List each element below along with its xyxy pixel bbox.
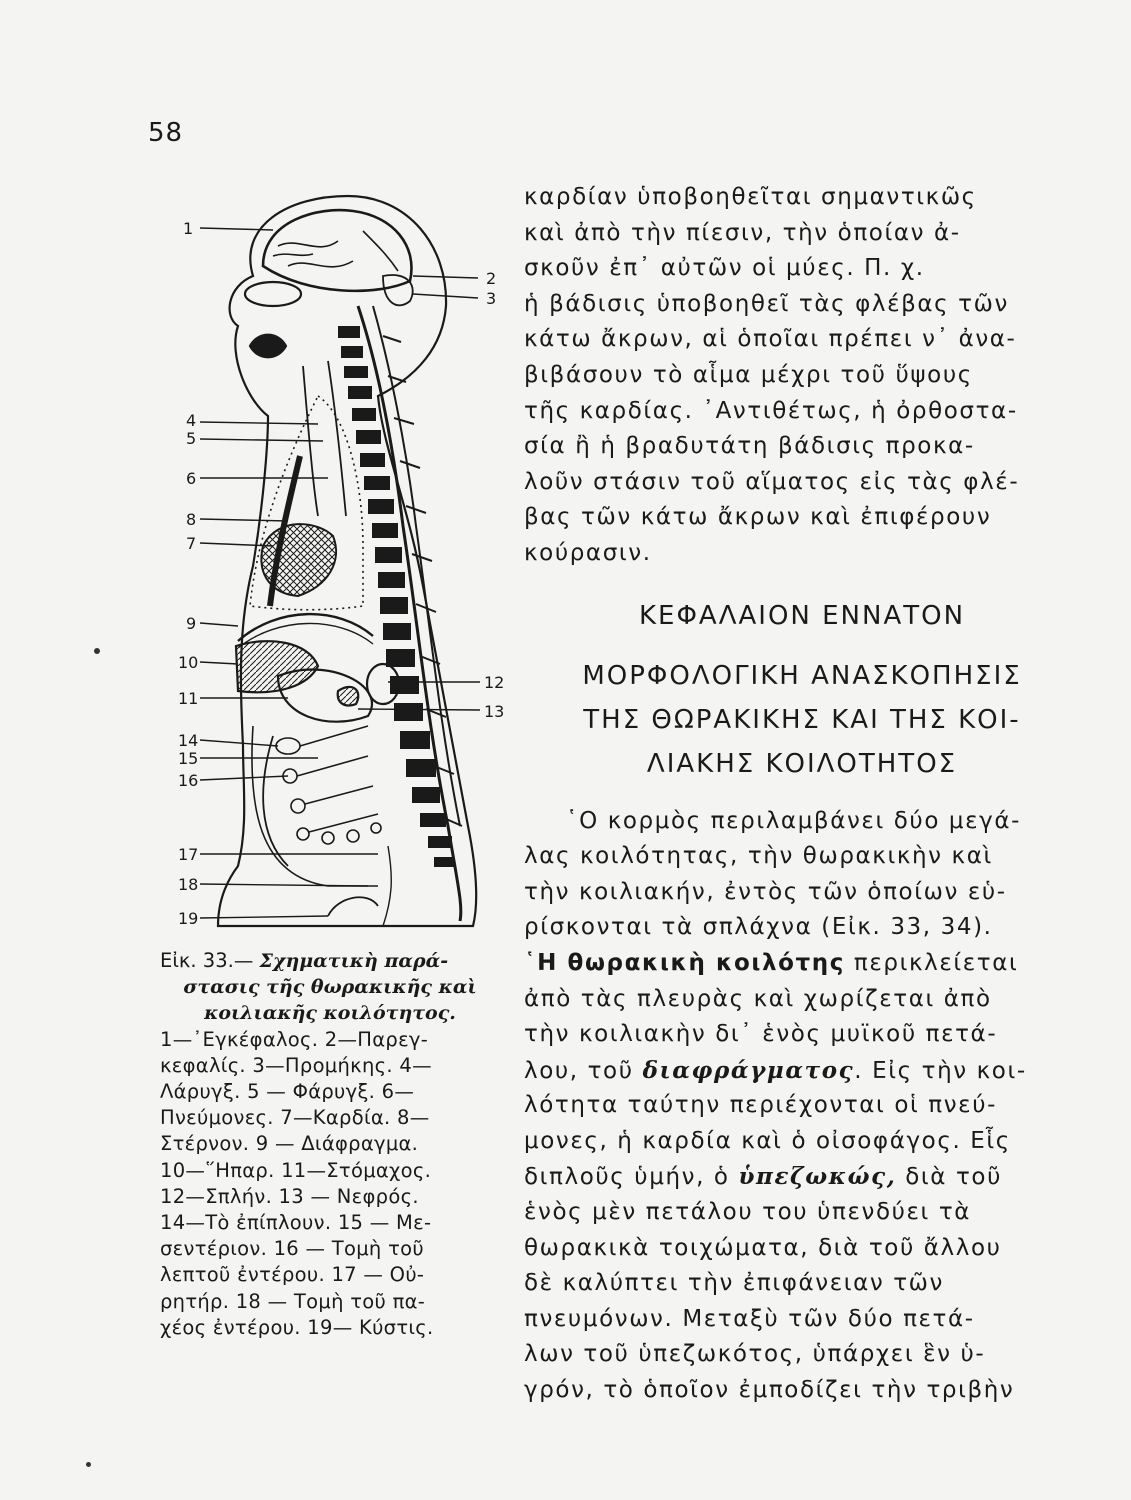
body-line: σία ἢ ἡ βραδυτάτη βάδισις προκα- (524, 433, 975, 460)
labels-left (178, 219, 198, 928)
label-15: 15 (178, 749, 199, 768)
brain (263, 210, 411, 291)
diaphragm (238, 614, 373, 641)
nasal-cavity (245, 282, 301, 306)
body-line: ἑνὸς μὲν πετάλου του ὑπενδύει τὰ (524, 1199, 972, 1226)
kidney (338, 687, 359, 706)
term-pleura: ὑπεζωκώς, (738, 1163, 897, 1191)
caption-line: 10—῞Ηπαρ. 11—Στόμαχος. (160, 1158, 432, 1182)
bladder (328, 897, 378, 916)
caption-line: 1—᾿Εγκέφαλος. 2—Παρεγ- (160, 1027, 429, 1051)
body-line: βας τῶν κάτω ἄκρων καὶ ἐπιφέρουν (524, 504, 992, 531)
body-line: ἡ βάδισις ὑποβοηθεῖ τὰς φλέβας τῶν (524, 290, 1009, 317)
spinal-cord (358, 306, 461, 921)
label-13: 13 (484, 702, 505, 721)
label-3: 3 (486, 289, 497, 308)
section-title-line: ΤΗΣ ΘΩΡΑΚΙΚΗΣ ΚΑΙ ΤΗΣ ΚΟΙ- (583, 704, 1021, 735)
label-7: 7 (186, 534, 197, 553)
anatomy-figure (178, 186, 508, 936)
caption-line: χέος ἐντέρου. 19— Κύστις. (160, 1315, 434, 1339)
body-line: μονες, ἡ καρδία καὶ ὁ οἰσοφάγος. Εἷς (524, 1127, 1011, 1154)
body-line: βιβάσουν τὸ αἷμα μέχρι τοῦ ὕψους (524, 361, 973, 388)
main-text-column (524, 180, 1080, 1409)
section-title-line: ΜΟΡΦΟΛΟΓΙΚΗ ΑΝΑΣΚΟΠΗΣΙΣ (582, 660, 1022, 691)
body-line: καὶ ἀπὸ τὴν πίεσιν, τὴν ὁποίαν ἀ- (524, 219, 961, 246)
section-title-line: ΛΙΑΚΗΣ ΚΟΙΛΟΤΗΤΟΣ (646, 748, 958, 779)
cerebellum (383, 275, 413, 305)
figure-caption (160, 948, 500, 1341)
body-line: πνευμόνων. Μεταξὺ τῶν δύο πετά- (524, 1305, 975, 1332)
label-11: 11 (178, 689, 199, 708)
body-line: λοῦν στάσιν τοῦ αἵματος εἰς τὰς φλέ- (524, 468, 1020, 495)
page-number: 58 (148, 118, 184, 148)
body-line: καρδίαν ὑποβοηθεῖται σημαντικῶς (524, 184, 977, 210)
print-speck (86, 1462, 91, 1467)
body-text-fragment: . Εἰς τὴν κοι- (854, 1057, 1027, 1084)
body-line: ῾Ο κορμὸς περιλαμβάνει δύο μεγά- (566, 807, 1022, 834)
caption-heading (160, 948, 500, 974)
label-14: 14 (178, 731, 199, 750)
body-line: ἀπὸ τὰς πλευρὰς καὶ χωρίζεται ἀπὸ (524, 985, 992, 1012)
body-line (524, 1159, 1080, 1195)
body-text-fragment: διπλοῦς ὑμήν, ὁ (524, 1164, 739, 1191)
label-9: 9 (186, 614, 197, 633)
trachea (303, 361, 346, 516)
body-line: κούρασιν. (524, 539, 652, 566)
caption-prefix: Εἰκ. 33.— (160, 949, 260, 972)
vertebrae (338, 326, 454, 867)
body-line (524, 946, 1080, 982)
body-line: λων τοῦ ὑπεζωκότος, ὑπάρχει ἓν ὑ- (524, 1341, 986, 1368)
print-speck (94, 648, 100, 654)
caption-line: λεπτοῦ ἐντέρου. 17 — Οὐ- (160, 1263, 425, 1287)
label-17: 17 (178, 845, 199, 864)
caption-line: 12—Σπλήν. 13 — Νεφρός. (160, 1184, 419, 1208)
omentum (263, 736, 288, 866)
body-line: ρίσκονται τὰ σπλάχνα (Εἰκ. 33, 34). (524, 914, 993, 941)
term-thoracic-cavity: ῾Η θωρακικὴ κοιλότης (524, 949, 845, 976)
body-line: τὴν κοιλιακὴν δι᾿ ἑνὸς μυϊκοῦ πετά- (524, 1021, 998, 1048)
term-diaphragm: διαφράγματος (642, 1056, 855, 1084)
body-text-fragment: διὰ τοῦ (896, 1164, 1003, 1191)
label-12: 12 (484, 673, 505, 692)
body-line: τῆς καρδίας. ᾿Αντιθέτως, ἡ ὀρθοστα- (524, 397, 1018, 424)
body-line: δὲ καλύπτει τὴν ἐπιφάνειαν τῶν (524, 1270, 944, 1297)
colon (252, 726, 378, 886)
heart (261, 524, 336, 596)
caption-line: ρητήρ. 18 — Τομὴ τοῦ πα- (160, 1289, 426, 1313)
caption-title-part3: κοιλιακῆς κοιλότητος. (204, 1002, 456, 1025)
caption-title-part2: στασις τῆς θωρακικῆς καὶ (183, 976, 477, 999)
label-18: 18 (178, 875, 199, 894)
label-19: 19 (178, 909, 199, 928)
body-text-fragment: περικλείεται (844, 949, 1019, 976)
body-line: θωρακικὰ τοιχώματα, διὰ τοῦ ἄλλου (524, 1234, 1002, 1261)
caption-line: Στέρνον. 9 — Διάφραγμα. (160, 1132, 419, 1156)
label-1: 1 (183, 219, 194, 238)
anatomy-illustration (178, 186, 508, 936)
label-10: 10 (178, 653, 199, 672)
body-text-fragment: λου, τοῦ (524, 1057, 643, 1084)
labels-right (484, 269, 504, 721)
body-line: γρόν, τὸ ὁποῖον ἐμποδίζει τὴν τριβὴν (524, 1377, 1015, 1404)
caption-line: Πνεύμονες. 7—Καρδία. 8— (160, 1106, 430, 1130)
liver (236, 641, 318, 692)
body-line (524, 1053, 1080, 1089)
label-2: 2 (486, 269, 497, 288)
label-16: 16 (178, 771, 199, 790)
label-6: 6 (186, 469, 197, 488)
body-line: σκοῦν ἐπ᾿ αὐτῶν οἱ μύες. Π. χ. (524, 255, 925, 282)
body-line: λας κοιλότητας, τὴν θωρακικὴν καὶ (524, 843, 993, 870)
label-4: 4 (186, 411, 197, 430)
body-line: τὴν κοιλιακήν, ἐντὸς τῶν ὁποίων εὑ- (524, 878, 1007, 905)
label-8: 8 (186, 510, 197, 529)
body-line: λότητα ταύτην περιέχονται οἱ πνεύ- (524, 1092, 998, 1119)
tongue (250, 335, 286, 358)
caption-line: 14—Τὸ ἐπίπλουν. 15 — Με- (160, 1211, 432, 1235)
small-intestine (276, 726, 381, 844)
caption-line: σεντέριον. 16 — Τομὴ τοῦ (160, 1237, 424, 1261)
chapter-title: ΚΕΦΑΛΑΙΟΝ ΕΝΝΑΤΟΝ (638, 600, 966, 631)
caption-line: κεφαλίς. 3—Προμήκης. 4— (160, 1053, 432, 1077)
body-line: κάτω ἄκρων, αἱ ὁποῖαι πρέπει ν᾿ ἀνα- (524, 326, 1017, 353)
caption-line: Λάρυγξ. 5 — Φάρυγξ. 6— (160, 1080, 415, 1104)
label-5: 5 (186, 429, 197, 448)
caption-title-part1: Σχηματικὴ παρά- (259, 950, 449, 972)
